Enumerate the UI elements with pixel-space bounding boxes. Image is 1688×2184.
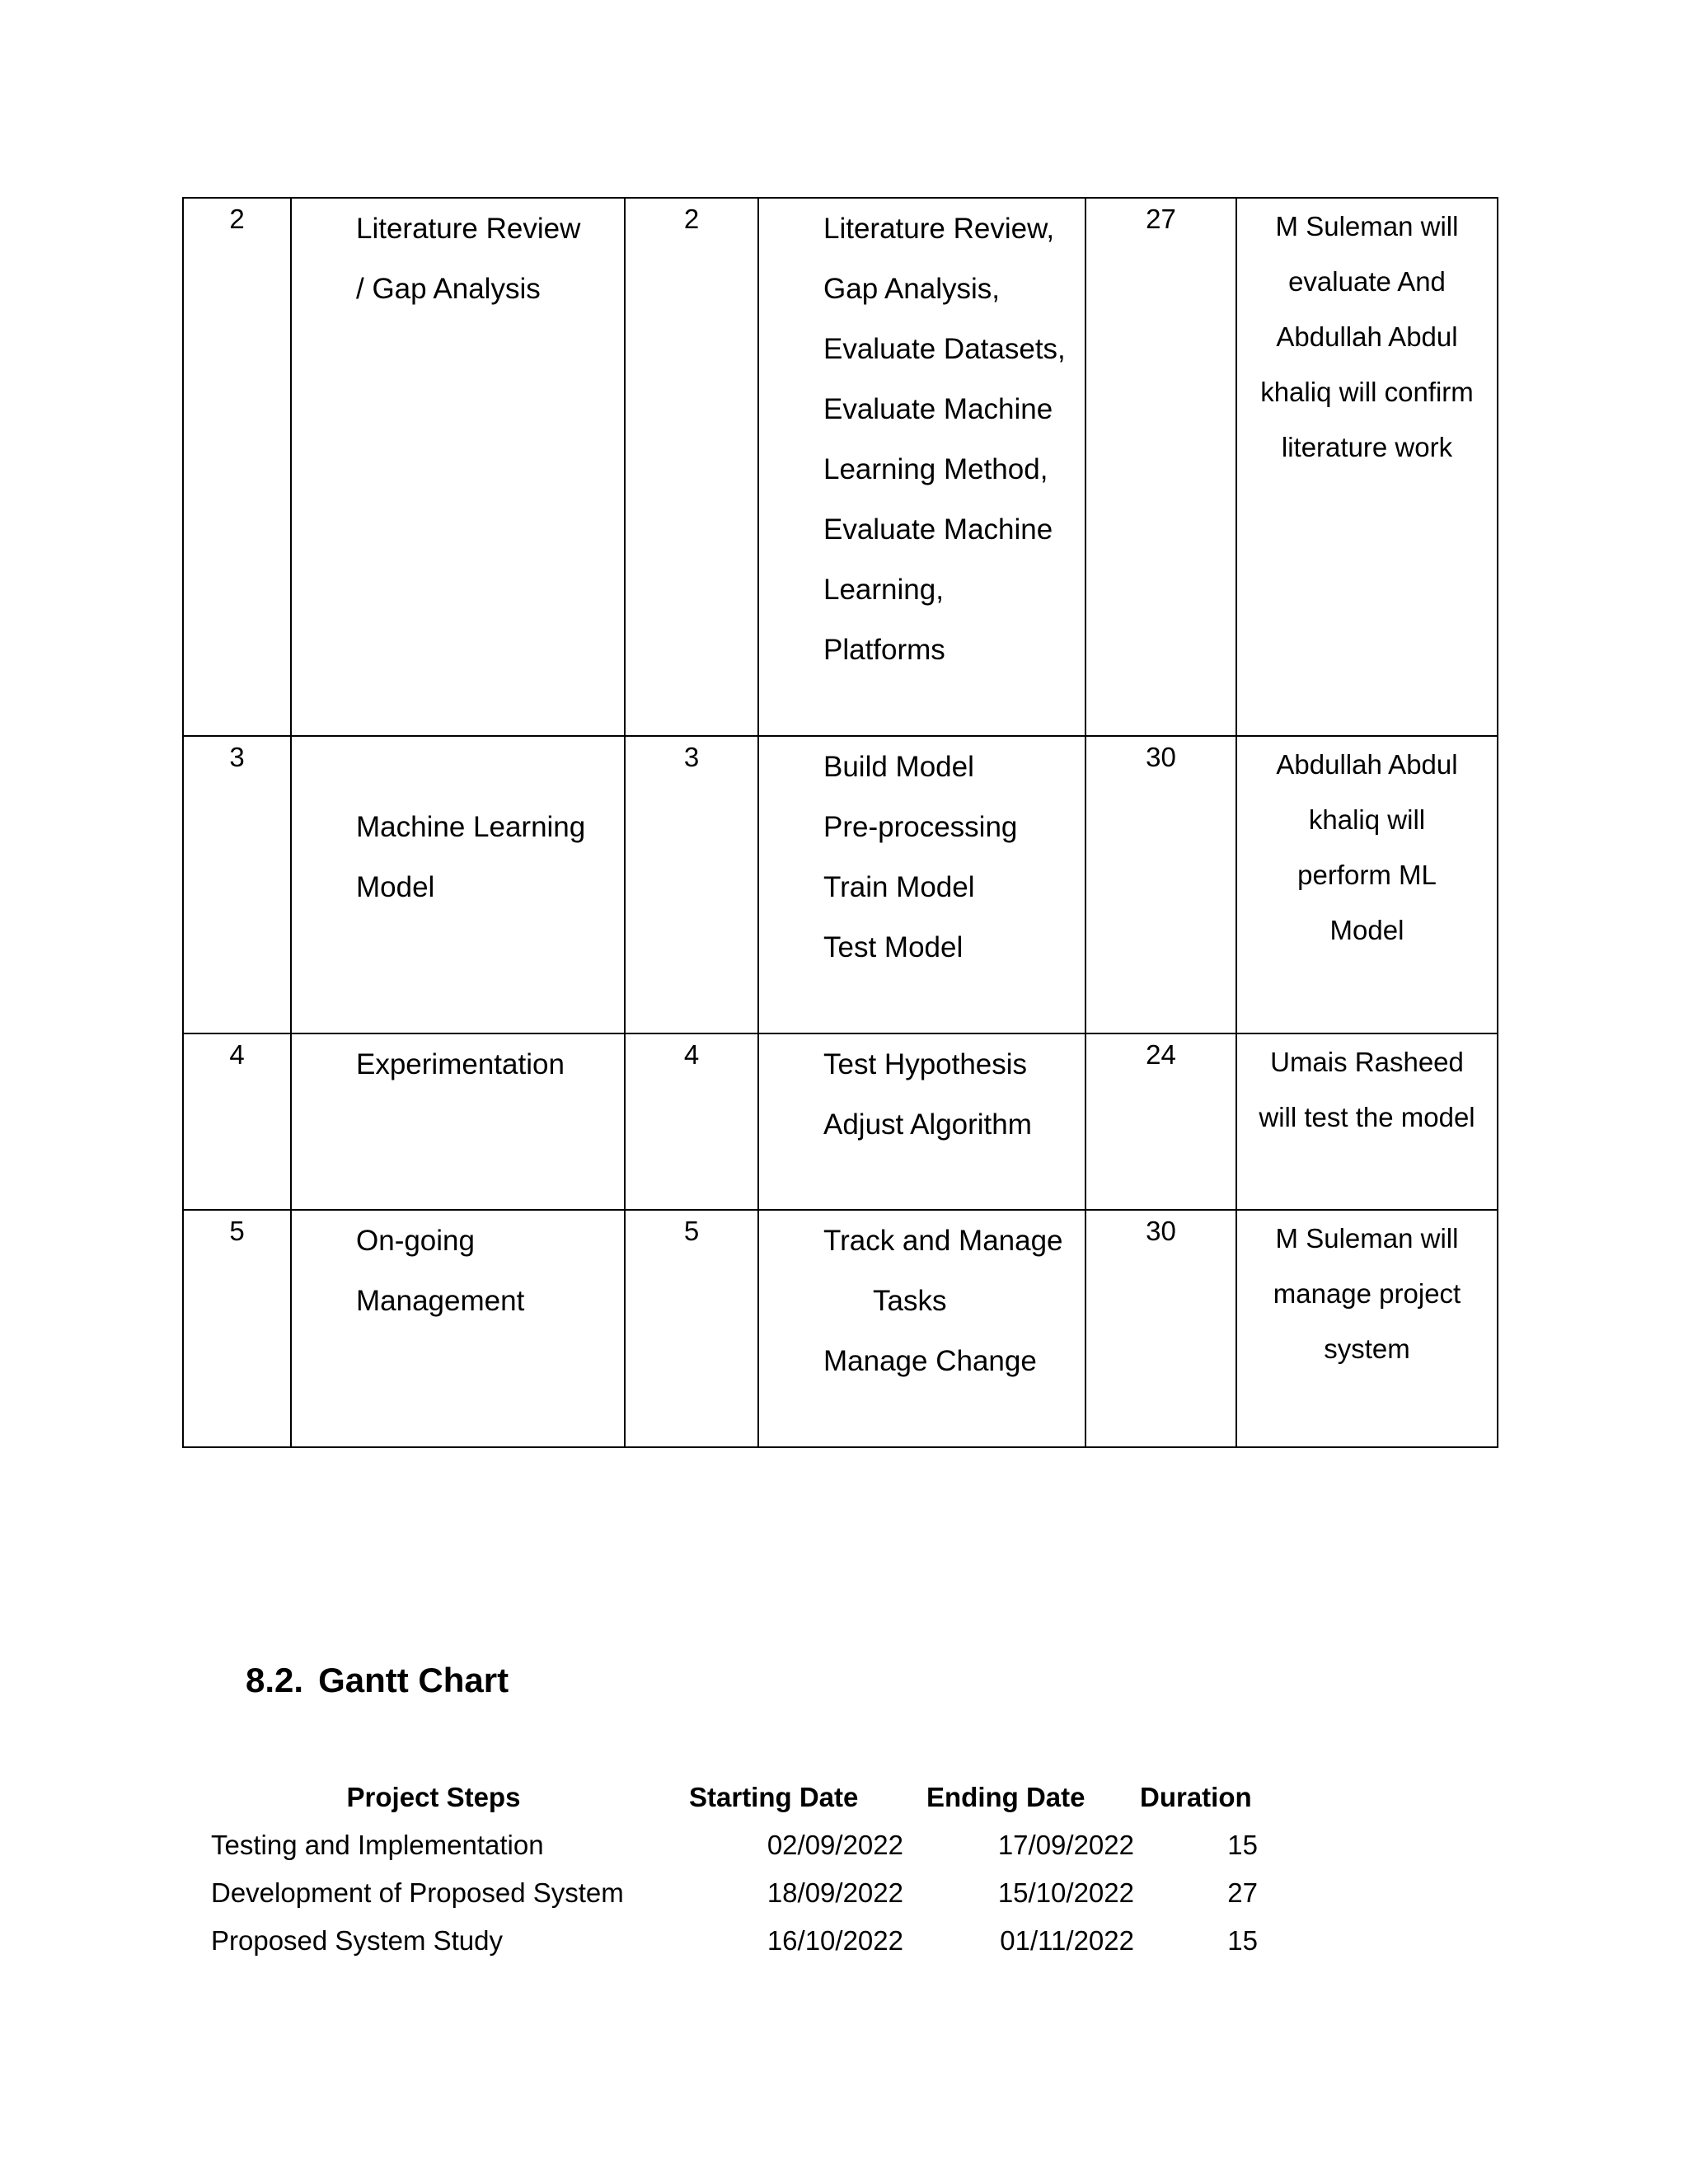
table-row — [211, 1869, 1282, 1917]
activity-cell: Literature Review / Gap Analysis — [291, 198, 625, 736]
table-row — [211, 1821, 1282, 1869]
days-cell: 27 — [1085, 198, 1236, 736]
row-id: 5 — [183, 1210, 291, 1447]
header-duration: Duration — [1140, 1782, 1252, 1812]
section-heading — [246, 1661, 509, 1700]
section-number: 8.2. — [246, 1661, 304, 1699]
tasks-cell: Test Hypothesis Adjust Algorithm — [758, 1033, 1085, 1210]
header-starting-date: Starting Date — [689, 1782, 859, 1812]
tasks-cell: Literature Review, Gap Analysis, Evaluate Datasets, Evaluate Machine Learning Method, Evaluate Machine Learning, Platforms — [758, 198, 1085, 736]
project-plan-table — [182, 197, 1498, 1448]
gantt-header-row — [211, 1774, 1282, 1821]
table-row — [183, 1033, 1498, 1210]
end-date: 15/10/2022 — [997, 1877, 1134, 1908]
row-id: 2 — [183, 198, 291, 736]
table-row — [183, 736, 1498, 1033]
project-step: Testing and Implementation — [211, 1830, 544, 1860]
responsibility-cell: Abdullah Abdul khaliq will perform ML Model — [1236, 736, 1498, 1033]
header-project-steps: Project Steps — [346, 1782, 521, 1812]
project-step: Development of Proposed System — [211, 1877, 624, 1908]
table-row — [183, 1210, 1498, 1447]
days-cell: 30 — [1085, 736, 1236, 1033]
project-step: Proposed System Study — [211, 1925, 504, 1956]
days-cell: 24 — [1085, 1033, 1236, 1210]
activity-cell: On-going Management — [291, 1210, 625, 1447]
activity-cell: Machine Learning Model — [291, 736, 625, 1033]
task-number: 3 — [625, 736, 758, 1033]
tasks-cell: Track and Manage Tasks Manage Change — [758, 1210, 1085, 1447]
duration: 15 — [1227, 1925, 1258, 1956]
start-date: 02/09/2022 — [767, 1830, 903, 1860]
table-row — [211, 1917, 1282, 1965]
gantt-table — [211, 1774, 1282, 1965]
task-number: 5 — [625, 1210, 758, 1447]
end-date: 01/11/2022 — [1000, 1925, 1134, 1956]
table-row — [183, 198, 1498, 736]
tasks-cell: Build Model Pre-processing Train Model Test Model — [758, 736, 1085, 1033]
task-number: 4 — [625, 1033, 758, 1210]
responsibility-cell: M Suleman will evaluate And Abdullah Abdul khaliq will confirm literature work — [1236, 198, 1498, 736]
responsibility-cell: M Suleman will manage project system — [1236, 1210, 1498, 1447]
row-id: 4 — [183, 1033, 291, 1210]
start-date: 16/10/2022 — [767, 1925, 903, 1956]
activity-cell: Experimentation — [291, 1033, 625, 1210]
end-date: 17/09/2022 — [997, 1830, 1134, 1860]
header-ending-date: Ending Date — [926, 1782, 1085, 1812]
days-cell: 30 — [1085, 1210, 1236, 1447]
start-date: 18/09/2022 — [767, 1877, 903, 1908]
duration: 15 — [1227, 1830, 1258, 1860]
responsibility-cell: Umais Rasheed will test the model — [1236, 1033, 1498, 1210]
row-id: 3 — [183, 736, 291, 1033]
task-number: 2 — [625, 198, 758, 736]
section-title: Gantt Chart — [318, 1661, 509, 1699]
duration: 27 — [1227, 1877, 1258, 1908]
